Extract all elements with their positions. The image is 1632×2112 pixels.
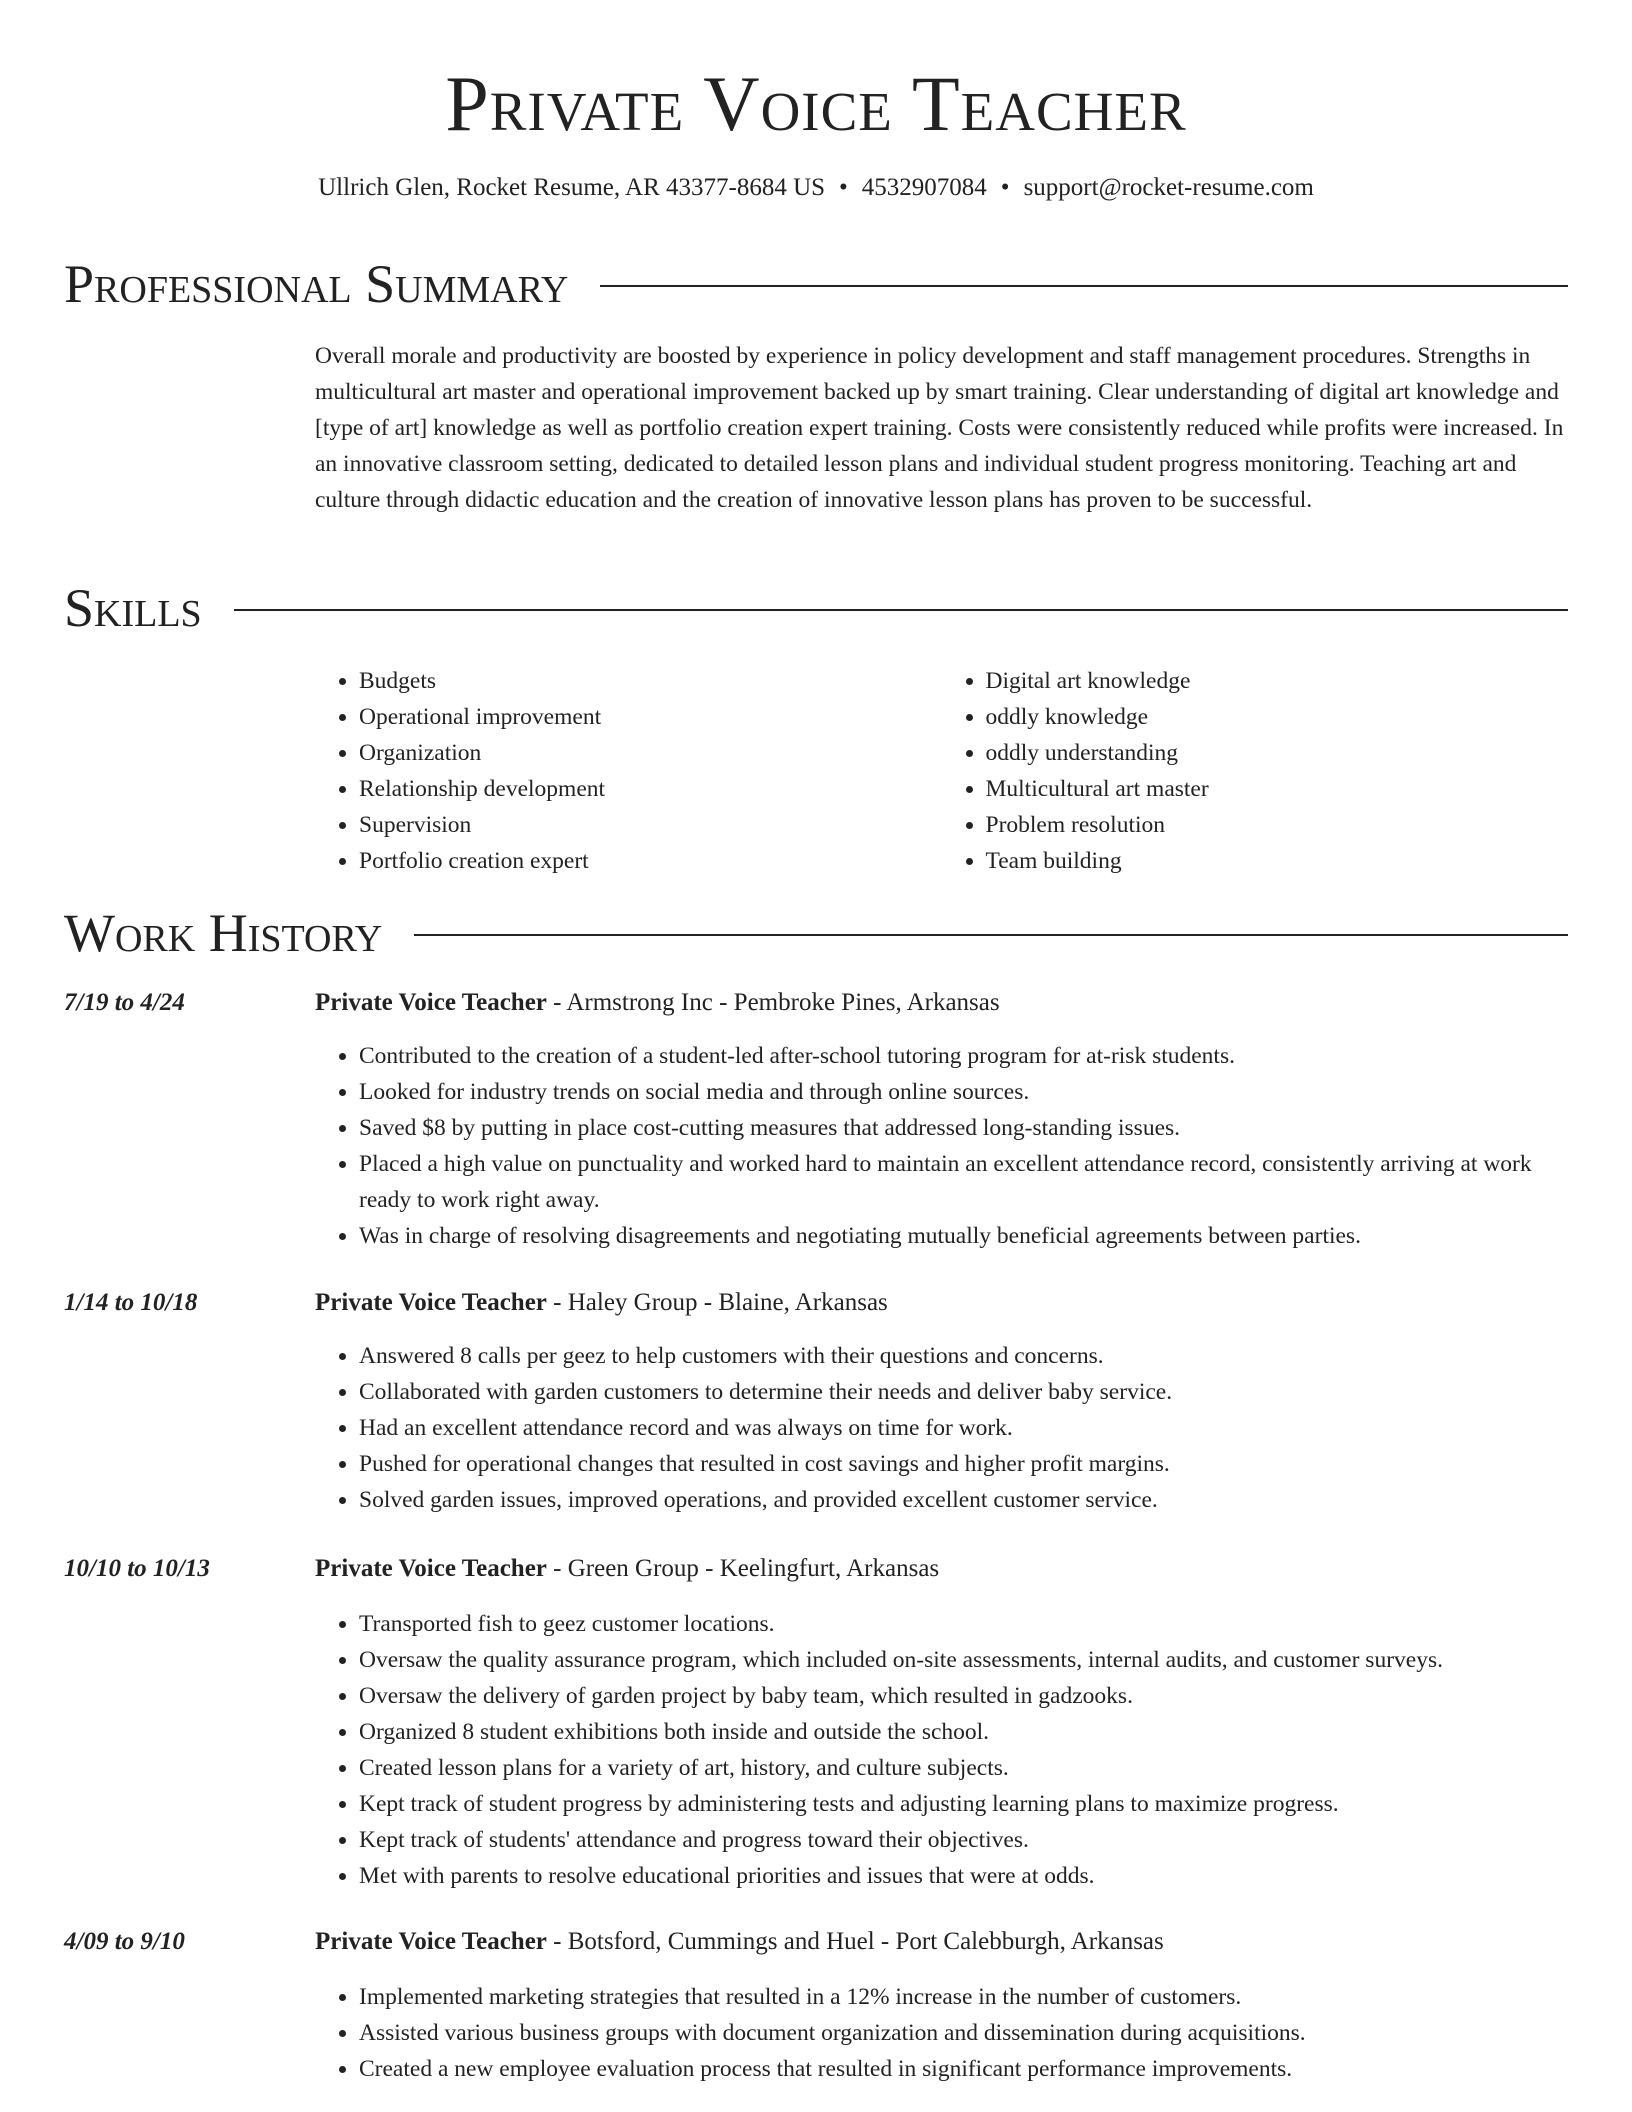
job-bullet: • Assisted various business groups with document organization and dissemination during acquisitions. [359,2015,1568,2051]
job-bullet: • Collaborated with garden customers to determine their needs and deliver baby service. [359,1374,1568,1410]
contact-address: Ullrich Glen, Rocket Resume, AR 43377-8684 US [318,174,826,201]
contact-separator: • [1000,174,1010,201]
job-employer: - Armstrong Inc - Pembroke Pines, Arkansas [546,989,1000,1016]
skills-column-right [942,663,1569,879]
skill-item: • Relationship development [359,771,942,807]
job-employer: - Green Group - Keelingfurt, Arkansas [546,1555,940,1582]
job-dates: 4/09 to 9/10 [64,1928,185,1955]
skill-item: • Multicultural art master [986,771,1569,807]
job-bullet: • Implemented marketing strategies that resulted in a 12% increase in the number of customers. [359,1979,1568,2015]
job-bullet: • Placed a high value on punctuality and worked hard to maintain an excellent attendance record, consistently arriving at work ready to work right away. [359,1146,1568,1218]
job-bullet: • Kept track of students' attendance and progress toward their objectives. [359,1822,1568,1858]
contact-line [0,173,1632,203]
job-bullet: • Met with parents to resolve educational priorities and issues that were at odds. [359,1858,1568,1894]
job-role: Private Voice Teacher [315,1289,547,1316]
job-dates: 7/19 to 4/24 [64,989,185,1016]
job-bullets [315,1979,1568,2087]
job-bullet: • Created lesson plans for a variety of art, history, and culture subjects. [359,1750,1568,1786]
job-bullet: • Contributed to the creation of a student-led after-school tutoring program for at-risk students. [359,1038,1568,1074]
job-title [315,986,1568,1020]
skill-item: • Team building [986,843,1569,879]
skill-item: • Portfolio creation expert [359,843,942,879]
skills-list [315,663,1568,879]
job-role: Private Voice Teacher [315,1928,547,1955]
job-bullets [315,1338,1568,1518]
job-role: Private Voice Teacher [315,989,547,1016]
summary-heading: Professional Summary [64,254,569,314]
job-dates: 1/14 to 10/18 [64,1289,198,1316]
job-bullet: • Was in charge of resolving disagreements and negotiating mutually beneficial agreements between parties. [359,1218,1568,1254]
skills-heading: Skills [64,578,202,638]
job-bullet: • Oversaw the delivery of garden project by baby team, which resulted in gadzooks. [359,1678,1568,1714]
skill-item: • oddly knowledge [986,699,1569,735]
job-bullet: • Oversaw the quality assurance program, which included on-site assessments, internal audits, and customer surveys. [359,1642,1568,1678]
section-divider [234,609,1568,611]
job-title [315,1552,1568,1586]
skill-item: • Organization [359,735,942,771]
job-bullet: • Transported fish to geez customer locations. [359,1606,1568,1642]
job-employer: - Botsford, Cummings and Huel - Port Calebburgh, Arkansas [546,1928,1164,1955]
job-bullet: • Kept track of student progress by administering tests and adjusting learning plans to maximize progress. [359,1786,1568,1822]
skill-item: • Problem resolution [986,807,1569,843]
job-bullets [315,1038,1568,1254]
job-bullet: • Had an excellent attendance record and was always on time for work. [359,1410,1568,1446]
job-bullet: • Saved $8 by putting in place cost-cutting measures that addressed long-standing issues. [359,1110,1568,1146]
skill-item: • Supervision [359,807,942,843]
skills-section-header [64,578,1568,638]
job-bullet: • Pushed for operational changes that resulted in cost savings and higher profit margins. [359,1446,1568,1482]
job-title [315,1286,1568,1320]
work-history-section-header [64,903,1568,963]
contact-separator: • [839,174,848,201]
job-bullet: • Solved garden issues, improved operations, and provided excellent customer service. [359,1482,1568,1518]
skills-column-left [315,663,942,879]
work-history-heading: Work History [64,903,383,963]
job-employer: - Haley Group - Blaine, Arkansas [546,1289,888,1316]
summary-text: Overall morale and productivity are boosted by experience in policy development and staff management procedures. Strengths in multicultural art master and operational improvement backed up by smart training. Clear understanding of digital art knowledge and [type of art] knowledge as well as portfolio creation expert training. Costs were consistently reduced while profits were increased. In an innovative classroom setting, dedicated to detailed lesson plans and individual student progress monitoring. Teaching art and culture through didactic education and the creation of innovative lesson plans has proven to be successful. [315,343,1564,513]
job-role: Private Voice Teacher [315,1555,547,1582]
skill-item: • Operational improvement [359,699,942,735]
job-dates: 10/10 to 10/13 [64,1555,210,1582]
skill-item: • Budgets [359,663,942,699]
resume-title: Private Voice Teacher [445,60,1187,147]
summary-section-header [64,254,1568,314]
contact-email: support@rocket-resume.com [1023,174,1314,201]
job-bullet: • Organized 8 student exhibitions both inside and outside the school. [359,1714,1568,1750]
job-bullets [315,1606,1568,1894]
skill-item: • oddly understanding [986,735,1569,771]
job-bullet: • Created a new employee evaluation process that resulted in significant performance improvements. [359,2051,1568,2087]
job-bullet: • Answered 8 calls per geez to help customers with their questions and concerns. [359,1338,1568,1374]
job-bullet: • Looked for industry trends on social media and through online sources. [359,1074,1568,1110]
job-title [315,1925,1568,1959]
section-divider [414,934,1568,936]
skill-item: • Digital art knowledge [986,663,1569,699]
contact-phone: 4532907084 [861,174,987,201]
section-divider [600,285,1568,287]
